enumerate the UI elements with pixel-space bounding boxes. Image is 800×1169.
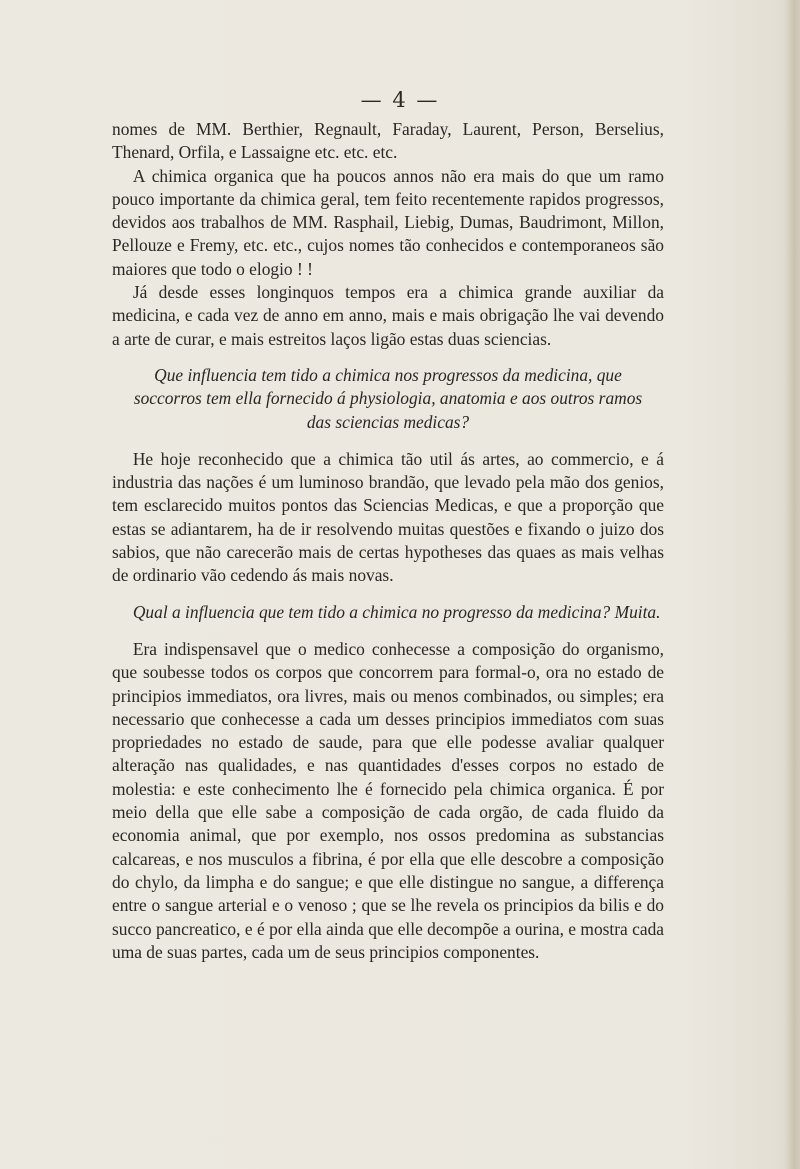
page-body [112,118,664,964]
paragraph-auxiliary-medicine: Já desde esses longinquos tempos era a chimica grande auxiliar da medicina, e cada vez de anno em anno, mais e mais obrigação lhe vai devendo a arte de curar, e mais estreitos laços ligão estas duas sciencias. [112,282,664,349]
paragraph-continuation: nomes de MM. Berthier, Regnault, Faraday, Laurent, Person, Berselius, Thenard, Orfila, e Lassaigne etc. etc. etc. [112,119,664,163]
question-heading-2: Qual a influencia que tem tido a chimica no progresso da medicina? Muita. [132,601,661,622]
page-number: — 4 — [360,88,440,112]
paragraph-organic-chemistry: A chimica organica que ha poucos annos não era mais do que um ramo pouco importante da chimica geral, tem feito recentemente rapidos progressos, devidos aos trabalhos de MM. Rasphail, Liebig, Dumas, Baudrimont, Millon, Pellouze e Fremy, etc. etc., cujos nomes tão conhecidos e contemporaneos são maiores que todo o elogio ! ! [112,165,664,279]
book-spine-edge [786,0,800,1169]
question-heading-1: Que influencia tem tido a chimica nos progressos da medicina, que soccorros tem ella fornecido á physiologia, anatomia e aos outros ramos das sciencias medicas? [133,364,643,432]
paragraph-luminous-torch: He hoje reconhecido que a chimica tão util ás artes, ao commercio, e á industria das nações é um luminoso brandão, que levado pela mão dos genios, tem esclarecido muitos pontos das Sciencias Medicas, e que a proporção que estas se adiantarem, ha de ir resolvendo muitas questões e fixando o juizo dos sabios, que não carecerão mais de certas hypotheses das quaes as mais velhas de ordinario vão cedendo ás mais novas. [112,448,664,586]
paragraph-organism-composition: Era indispensavel que o medico conhecesse a composição do organismo, que soubesse todos os corpos que concorrem para formal-o, ora no estado de principios immediatos, ora livres, mais ou menos combinados, ou simples; era necessario que conhecesse a cada um desses principios immediatos com suas propriedades no estado de saude, para que elle podesse avaliar qualquer alteração nas qualidades, e nas quantidades d'esses corpos no estado de molestia: e este conhecimento lhe é fornecido pela chimica organica. É por meio della que elle sabe a composição de cada orgão, de cada fluido da economia animal, que por exemplo, nos ossos predomina as substancias calcareas, e nos musculos a fibrina, é por ella que elle descobre a composição do chylo, da limpha e do sangue; e que elle distingue no sangue, a differença entre o sangue arterial e o venoso ; que se lhe revela os principios da bilis e do succo pancreatico, e é por ella ainda que elle decompõe a ourina, e mostra cada uma de suas partes, cada um de seus principios componentes. [112,638,664,962]
